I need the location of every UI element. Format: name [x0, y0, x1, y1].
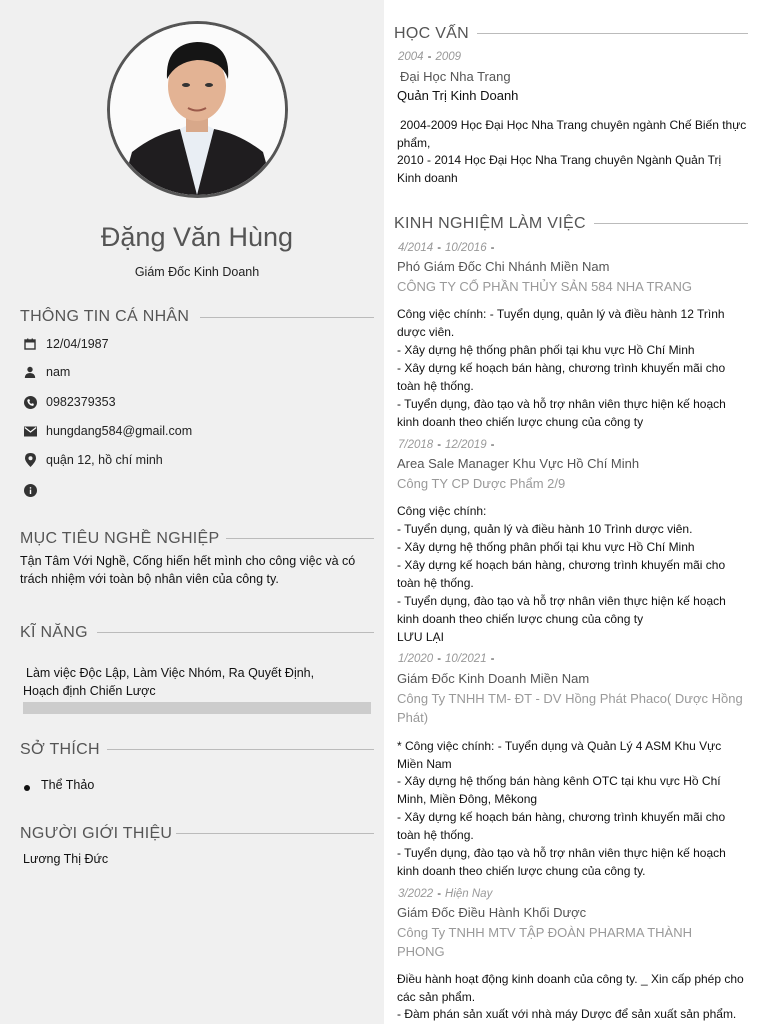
job-duty: LƯU LẠI	[397, 630, 444, 644]
job-dates: 4/2014 - 10/2016 -	[398, 242, 495, 254]
email-row	[22, 423, 192, 439]
section-divider	[97, 632, 374, 633]
job-duty: - Đàm phán sản xuất với nhà máy Dược để sản xuất sản phẩm.	[397, 1007, 737, 1021]
reference-text: Lương Thị Đức	[23, 852, 109, 866]
job-position: Area Sale Manager Khu Vực Hồ Chí Minh	[397, 456, 640, 471]
job-position: Giám Đốc Điều Hành Khối Dược	[397, 905, 587, 920]
job-end: 10/2016	[445, 242, 487, 254]
skills-title: KĨ NĂNG	[20, 624, 88, 641]
section-divider	[594, 223, 748, 224]
phone-row	[22, 394, 116, 410]
job-duty: - Xây dựng hệ thống phân phối tại khu vực Hồ Chí Minh	[397, 540, 695, 554]
profile-name: Đặng Văn Hùng	[100, 222, 294, 252]
references-title: NGƯỜI GIỚI THIỆU	[20, 825, 173, 842]
job-start: 7/2018	[398, 439, 434, 451]
job-start: 1/2020	[398, 653, 434, 665]
education-title: HỌC VẤN	[394, 25, 469, 42]
extra-info-row	[22, 482, 46, 498]
education-end: 2009	[435, 51, 462, 63]
job-company: CÔNG TY CỔ PHẦN THỦY SẢN 584 NHA TRANG	[397, 279, 692, 294]
education-line-1: 2004-2009 Học Đại Học Nha Trang chuyên ngành Chế Biến thực phẩm,	[397, 118, 747, 150]
objective-title: MỤC TIÊU NGHỀ NGHIỆP	[20, 530, 220, 547]
birthday-value: 12/04/1987	[46, 337, 109, 351]
profile-photo	[107, 21, 288, 198]
job-end: 10/2021	[445, 653, 487, 665]
job-duty: - Tuyển dụng, đào tạo và hỗ trợ nhân viên thực hiện kế hoạch kinh doanh theo chiến lược chung của công ty.	[397, 846, 726, 878]
job-end: Hiện Nay	[445, 888, 493, 900]
job-duty: Công việc chính: - Tuyển dụng, quản lý và điều hành 12 Trình dược viên.	[397, 307, 725, 339]
hobby-item: Thể Thảo	[41, 778, 95, 792]
section-divider	[226, 538, 374, 539]
job-duty: - Xây dựng hệ thống phân phối tại khu vực Hồ Chí Minh	[397, 343, 695, 357]
skill-level-bar	[23, 702, 371, 714]
job-duty: - Xây dựng kế hoạch bán hàng, chương trình khuyến mãi cho toàn hệ thống.	[397, 558, 726, 590]
email-icon	[22, 423, 38, 439]
location-icon	[22, 452, 38, 468]
job-company: Công TY CP Dược Phẩm 2/9	[397, 476, 566, 491]
personal-info-title: THÔNG TIN CÁ NHÂN	[20, 308, 190, 325]
education-major: Quản Trị Kinh Doanh	[397, 88, 519, 103]
job-duty: - Xây dựng kế hoạch bán hàng, chương trình khuyến mãi cho toàn hệ thống.	[397, 361, 726, 393]
job-start: 4/2014	[398, 242, 434, 254]
section-divider	[477, 33, 748, 34]
job-duty: - Xây dựng kế hoạch bán hàng, chương trình khuyến mãi cho toàn hệ thống.	[397, 810, 726, 842]
education-line-2: 2010 - 2014 Học Đại Học Nha Trang chuyên Ngành Quản Trị Kinh doanh	[397, 153, 722, 185]
phone-icon	[22, 394, 38, 410]
birthday-row	[22, 336, 109, 352]
info-icon	[22, 482, 38, 498]
job-duty: - Xây dựng hệ thống bán hàng kênh OTC tại khu vực Hồ Chí Minh, Miền Đông, Mêkong	[397, 774, 721, 806]
calendar-icon	[22, 336, 38, 352]
job-company: Công Ty TNHH MTV TẬP ĐOÀN PHARMA THÀNH PHONG	[397, 925, 692, 959]
job-position: Giám Đốc Kinh Doanh Miền Nam	[397, 671, 590, 686]
job-company: Công Ty TNHH TM- ĐT - DV Hồng Phát Phaco( Dược Hồng Phát)	[397, 691, 743, 725]
job-dates: 7/2018 - 12/2019 -	[398, 439, 495, 451]
skills-text: Làm việc Độc Lập, Làm Việc Nhóm, Ra Quyết Định, Hoạch định Chiến Lược	[23, 666, 315, 698]
job-dates: 1/2020 - 10/2021 -	[398, 653, 495, 665]
section-divider	[176, 833, 374, 834]
education-dates: 2004 - 2009	[398, 51, 462, 63]
job-duty: * Công việc chính: - Tuyển dụng và Quản Lý 4 ASM Khu Vực Miền Nam	[397, 739, 722, 771]
email-value[interactable]: hungdang584@gmail.com	[46, 424, 193, 438]
address-row	[22, 452, 163, 468]
person-icon	[22, 364, 38, 380]
profile-role: Giám Đốc Kinh Doanh	[134, 265, 260, 279]
gender-row	[22, 364, 70, 380]
bullet-dot	[24, 785, 30, 791]
job-duty: Điều hành hoạt động kinh doanh của công ty. _ Xin cấp phép cho các sản phẩm.	[397, 972, 744, 1004]
job-duty: - Tuyển dụng, quản lý và điều hành 10 Trình dược viên.	[397, 522, 693, 536]
job-end: 12/2019	[445, 439, 487, 451]
job-dates: 3/2022 - Hiện Nay	[398, 888, 493, 900]
section-divider	[107, 749, 374, 750]
job-start: 3/2022	[398, 888, 434, 900]
job-position: Phó Giám Đốc Chi Nhánh Miền Nam	[397, 259, 610, 274]
phone-value[interactable]: 0982379353	[46, 395, 116, 409]
job-duty: - Tuyển dụng, đào tạo và hỗ trợ nhân viên thực hiện kế hoạch kinh doanh theo chiến lược chung của công ty	[397, 594, 726, 626]
job-duty: - Tuyển dụng, đào tạo và hỗ trợ nhân viên thực hiện kế hoạch kinh doanh theo chiến lược chung của công ty	[397, 397, 726, 429]
hobbies-title: SỞ THÍCH	[20, 741, 100, 758]
experience-title: KINH NGHIỆM LÀM VIỆC	[394, 215, 586, 232]
objective-text: Tận Tâm Với Nghề, Cống hiến hết mình cho công việc và có trách nhiệm với toàn bộ nhân viên của công ty.	[20, 554, 356, 586]
address-value: quận 12, hồ chí minh	[46, 453, 163, 467]
job-duty: Công việc chính:	[397, 504, 487, 518]
section-divider	[200, 317, 374, 318]
education-start: 2004	[398, 51, 424, 63]
gender-value: nam	[46, 365, 71, 379]
education-school: Đại Học Nha Trang	[400, 69, 511, 84]
